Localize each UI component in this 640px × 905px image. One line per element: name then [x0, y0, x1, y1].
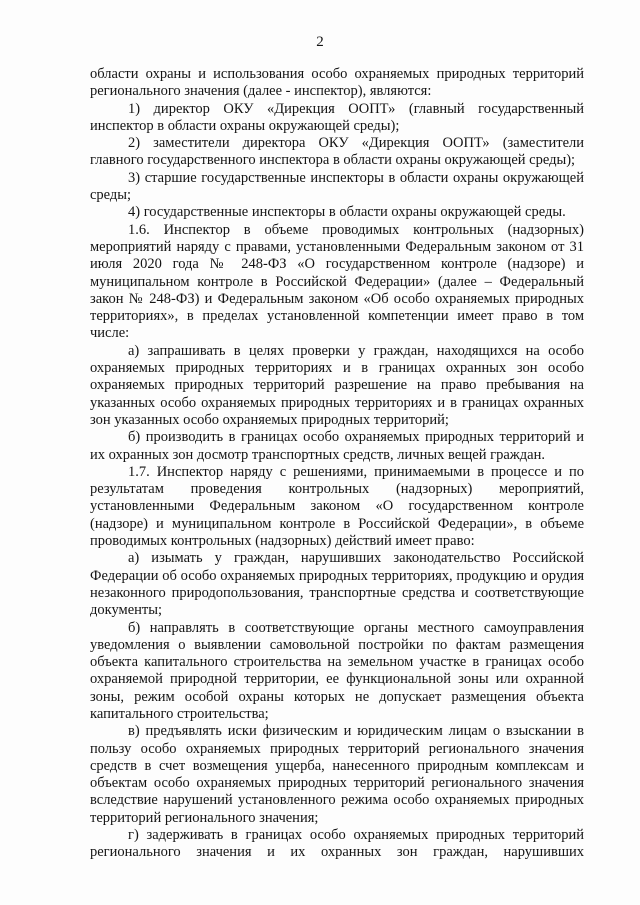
paragraph-1-6-a: а) запрашивать в целях проверки у граждан, находящихся на особо охраняемых природных территориях и в границах охранных зон особо охраняемых природных территорий разрешение на право пребывания на указанных особо охраняемых природных территориях и в границах охранных зон указанных особо охраняемых природных территорий; [90, 342, 584, 428]
document-body [90, 66, 584, 862]
paragraph-item-2: 2) заместители директора ОКУ «Дирекция ООПТ» (заместители главного государственного инспектора в области охраны окружающей среды); [90, 135, 584, 169]
paragraph-continuation: области охраны и использования особо охраняемых природных территорий регионального значения (далее - инспектор), являются: [90, 66, 584, 100]
paragraph-1-6: 1.6. Инспектор в объеме проводимых контрольных (надзорных) мероприятий наряду с правами, установленными Федеральным законом от 31 июля 2020 года № 248-ФЗ «О государственном контроле (надзоре) и муниципальном контроле в Российской Федерации» (далее – Федеральный закон № 248-ФЗ) и Федеральным законом «Об особо охраняемых природных территориях», в пределах установленной компетенции имеет право в том числе: [90, 221, 584, 342]
paragraph-item-3: 3) старшие государственные инспекторы в области охраны окружающей среды; [90, 169, 584, 204]
paragraph-1-7: 1.7. Инспектор наряду с решениями, принимаемыми в процессе и по результатам проведения контрольных (надзорных) мероприятий, установленными Федеральным законом «О государственном контроле (надзоре) и муниципальном контроле в Российской Федерации», в объеме проводимых контрольных (надзорных) действий имеет право: [90, 463, 584, 550]
paragraph-1-6-b: б) производить в границах особо охраняемых природных территорий и их охранных зон досмотр транспортных средств, личных вещей граждан. [90, 429, 584, 463]
paragraph-1-7-b: б) направлять в соответствующие органы местного самоуправления уведомления о выявлении самовольной постройки по фактам размещения объекта капитального строительства на земельном участке в границах особо охраняемой природной территории, ее функциональной зоны или охранной зоны, режим особой охраны которых не допускает размещения объекта капитального строительства; [90, 619, 584, 722]
paragraph-1-7-v: в) предъявлять иски физическим и юридическим лицам о взыскании в пользу особо охраняемых природных территорий регионального значения средств в счет возмещения ущерба, нанесенного природным комплексам и объектам особо охраняемых природных территорий регионального значения вследствие нарушений установленного режима особо охраняемых природных территорий регионального значения; [90, 723, 584, 826]
paragraph-item-1: 1) директор ОКУ «Дирекция ООПТ» (главный государственный инспектор в области охраны окружающей среды); [90, 100, 584, 134]
paragraph-item-4: 4) государственные инспекторы в области охраны окружающей среды. [128, 204, 566, 221]
page-number: 2 [316, 34, 324, 50]
paragraph-1-7-a: а) изымать у граждан, нарушивших законодательство Российской Федерации об особо охраняемых природных территориях, продукцию и орудия незаконного природопользования, транспортные средства и соответствующие документы; [90, 550, 584, 619]
paragraph-1-7-g: г) задерживать в границах особо охраняемых природных территорий регионального значения и их охранных зон граждан, нарушивших [90, 827, 584, 861]
